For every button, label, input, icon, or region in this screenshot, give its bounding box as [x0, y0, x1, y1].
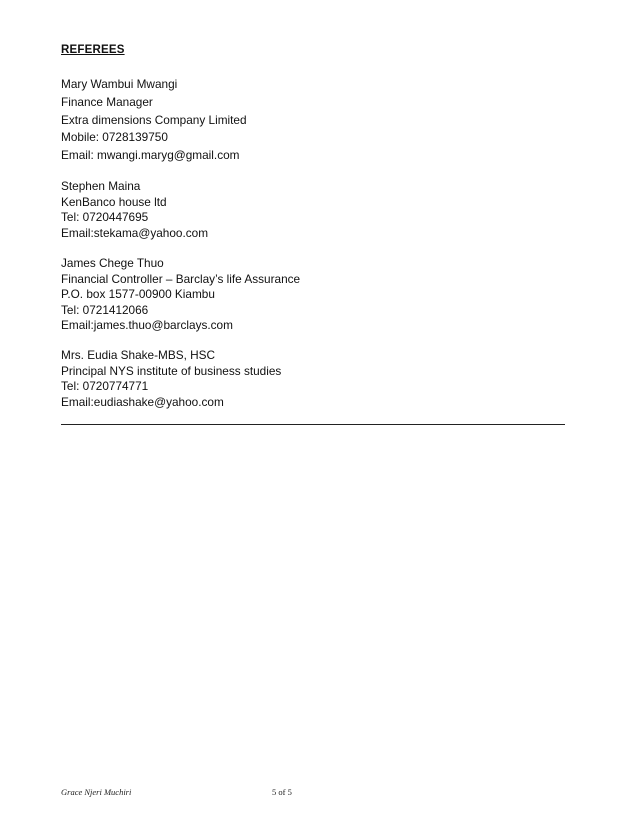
- referee-block-2: [61, 179, 208, 241]
- referee-block-3: [61, 256, 300, 334]
- referee-email: Email:eudiashake@yahoo.com: [61, 394, 224, 409]
- referee-phone: Tel: 0720774771: [61, 379, 149, 393]
- referee-title: Financial Controller – Barclay’s life Assurance: [61, 271, 301, 286]
- referee-name: Stephen Maina: [61, 179, 141, 193]
- horizontal-rule: [61, 424, 565, 425]
- referee-name: Mrs. Eudia Shake-MBS, HSC: [61, 348, 216, 362]
- footer-author: Grace Njeri Muchiri: [61, 787, 132, 797]
- footer-page-number: 5 of 5: [272, 787, 292, 797]
- referee-email: Email:james.thuo@barclays.com: [61, 318, 233, 332]
- section-heading: REFEREES: [61, 44, 125, 56]
- referee-title: Principal NYS institute of business studies: [61, 363, 282, 378]
- referee-organization: KenBanco house ltd: [61, 194, 167, 209]
- referee-phone: Mobile: 0728139750: [61, 130, 168, 145]
- referee-phone: Tel: 0720447695: [61, 210, 149, 224]
- referee-email: Email: mwangi.maryg@gmail.com: [61, 148, 240, 163]
- referee-name: Mary Wambui Mwangi: [61, 77, 178, 91]
- referee-name: James Chege Thuo: [61, 256, 164, 270]
- referee-phone: Tel: 0721412066: [61, 302, 149, 317]
- referee-organization: Extra dimensions Company Limited: [61, 112, 247, 127]
- referee-block-4: [61, 348, 281, 410]
- referee-address: P.O. box 1577-00900 Kiambu: [61, 287, 215, 301]
- referee-block-1: [61, 76, 247, 165]
- referee-email: Email:stekama@yahoo.com: [61, 225, 209, 240]
- referee-title: Finance Manager: [61, 94, 153, 109]
